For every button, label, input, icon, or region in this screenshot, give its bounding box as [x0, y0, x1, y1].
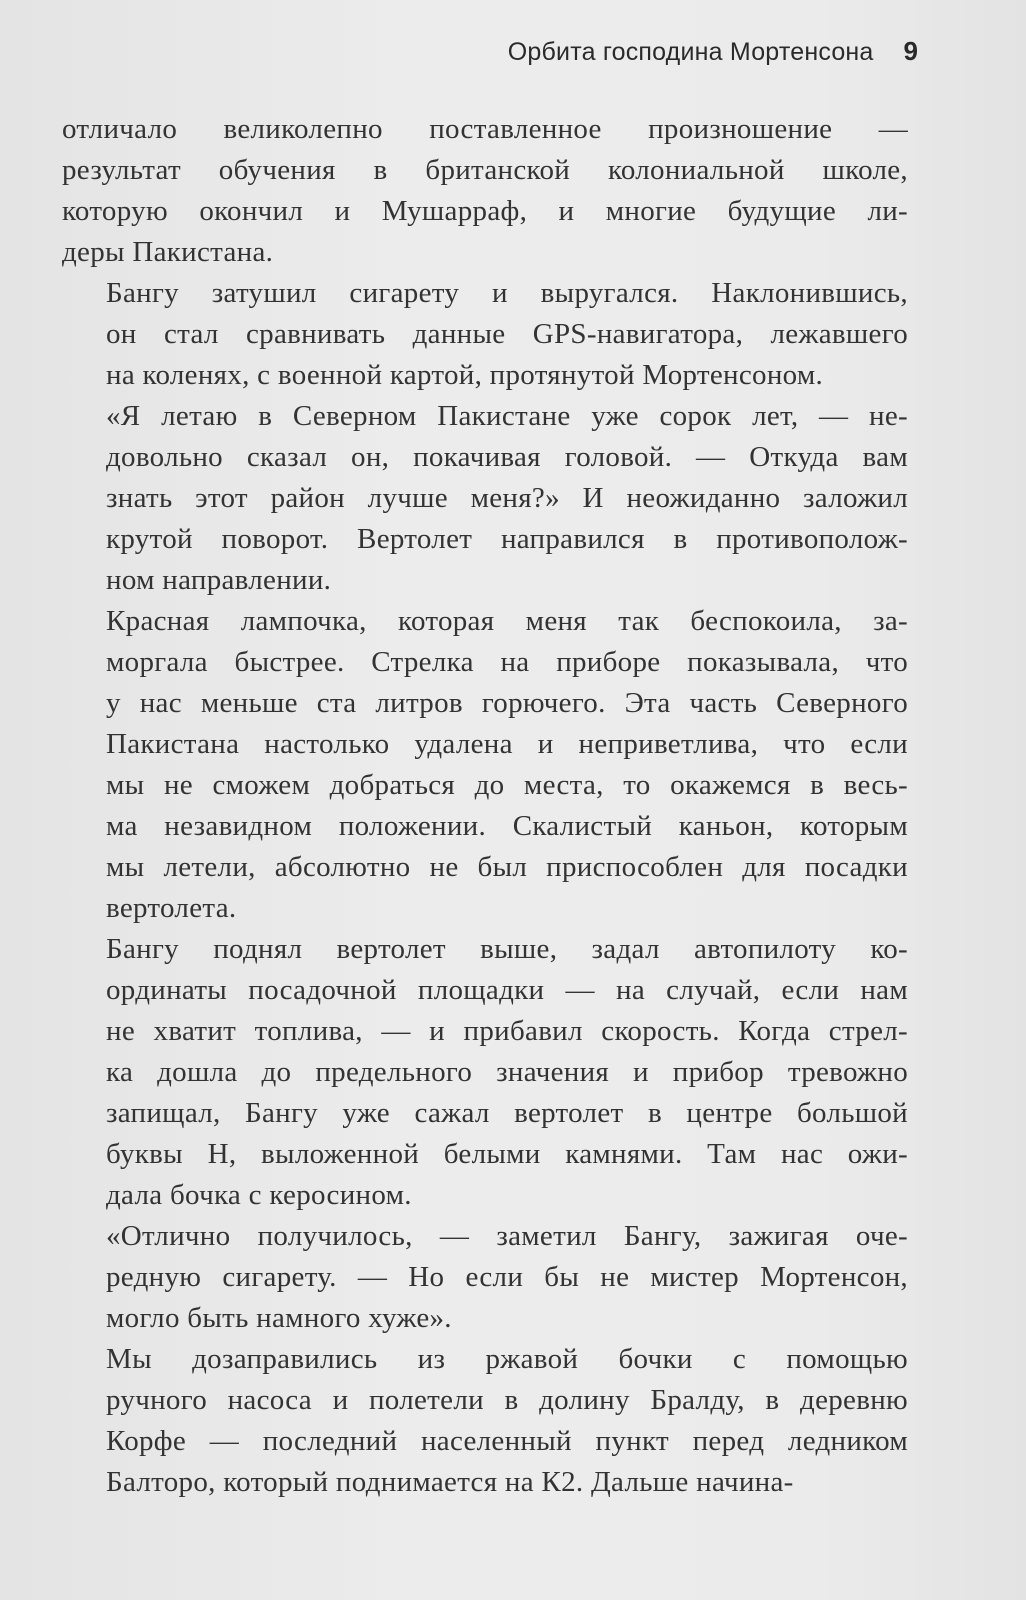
text-line: Бангу поднял вертолет выше, задал автопилоту ко- [106, 933, 908, 965]
text-line: Корфе — последний населенный пункт перед ледником [106, 1425, 908, 1457]
text-line: Пакистана настолько удалена и неприветлива, что если [106, 728, 908, 760]
paragraph [62, 1216, 908, 1339]
text-line: ма незавидном положении. Скалистый каньон, которым [106, 810, 908, 842]
body-text [62, 109, 908, 1503]
text-line: вертолета. [106, 892, 237, 924]
text-line: Красная лампочка, которая меня так беспокоила, за- [106, 605, 908, 637]
running-head [60, 36, 918, 76]
text-line: не хватит топлива, — и прибавил скорость. Когда стрел- [106, 1015, 908, 1047]
text-line: мы не сможем добраться до места, то окажемся в весь- [106, 769, 908, 801]
paragraph [62, 1339, 908, 1503]
text-line: ординаты посадочной площадки — на случай, если нам [106, 974, 908, 1006]
text-line: крутой поворот. Вертолет направился в противополож- [106, 523, 908, 555]
paragraph [62, 929, 908, 1216]
text-line: ка дошла до предельного значения и прибор тревожно [106, 1056, 908, 1088]
text-line: он стал сравнивать данные GPS-навигатора, лежавшего [106, 318, 908, 350]
text-line: на коленях, с военной картой, протянутой Мортенсоном. [106, 359, 824, 391]
text-line: деры Пакистана. [62, 236, 274, 268]
text-line: могло быть намного хуже». [106, 1302, 452, 1334]
text-line: Мы дозаправились из ржавой бочки с помощью [106, 1343, 908, 1375]
text-line: знать этот район лучше меня?» И неожиданно заложил [106, 482, 908, 514]
text-line: редную сигарету. — Но если бы не мистер Мортенсон, [106, 1261, 908, 1293]
paragraph [62, 273, 908, 396]
paragraph [62, 396, 908, 601]
page-number: 9 [903, 36, 918, 66]
text-line: «Я летаю в Северном Пакистане уже сорок лет, — не- [106, 400, 908, 432]
text-line: моргала быстрее. Стрелка на приборе показывала, что [106, 646, 908, 678]
text-line: довольно сказал он, покачивая головой. — Откуда вам [106, 441, 908, 473]
text-line: отличало великолепно поставленное произношение — [62, 113, 908, 145]
text-line: запищал, Бангу уже сажал вертолет в центре большой [106, 1097, 908, 1129]
text-line: ном направлении. [106, 564, 332, 596]
text-line: буквы Н, выложенной белыми камнями. Там нас ожи- [106, 1138, 908, 1170]
text-line: Бангу затушил сигарету и выругался. Наклонившись, [106, 277, 908, 309]
paragraph [62, 601, 908, 929]
text-line: которую окончил и Мушарраф, и многие будущие ли- [62, 195, 908, 227]
paragraph [62, 109, 908, 273]
text-line: дала бочка с керосином. [106, 1179, 412, 1211]
text-line: у нас меньше ста литров горючего. Эта часть Северного [106, 687, 908, 719]
text-line: ручного насоса и полетели в долину Бралду, в деревню [106, 1384, 908, 1416]
running-head-title: Орбита господина Мортенсона [507, 38, 874, 66]
text-line: «Отлично получилось, — заметил Бангу, зажигая оче- [106, 1220, 908, 1252]
text-line: Балторо, который поднимается на К2. Дальше начина- [106, 1466, 794, 1498]
text-line: мы летели, абсолютно не был приспособлен для посадки [106, 851, 908, 883]
text-line: результат обучения в британской колониальной школе, [62, 154, 908, 186]
